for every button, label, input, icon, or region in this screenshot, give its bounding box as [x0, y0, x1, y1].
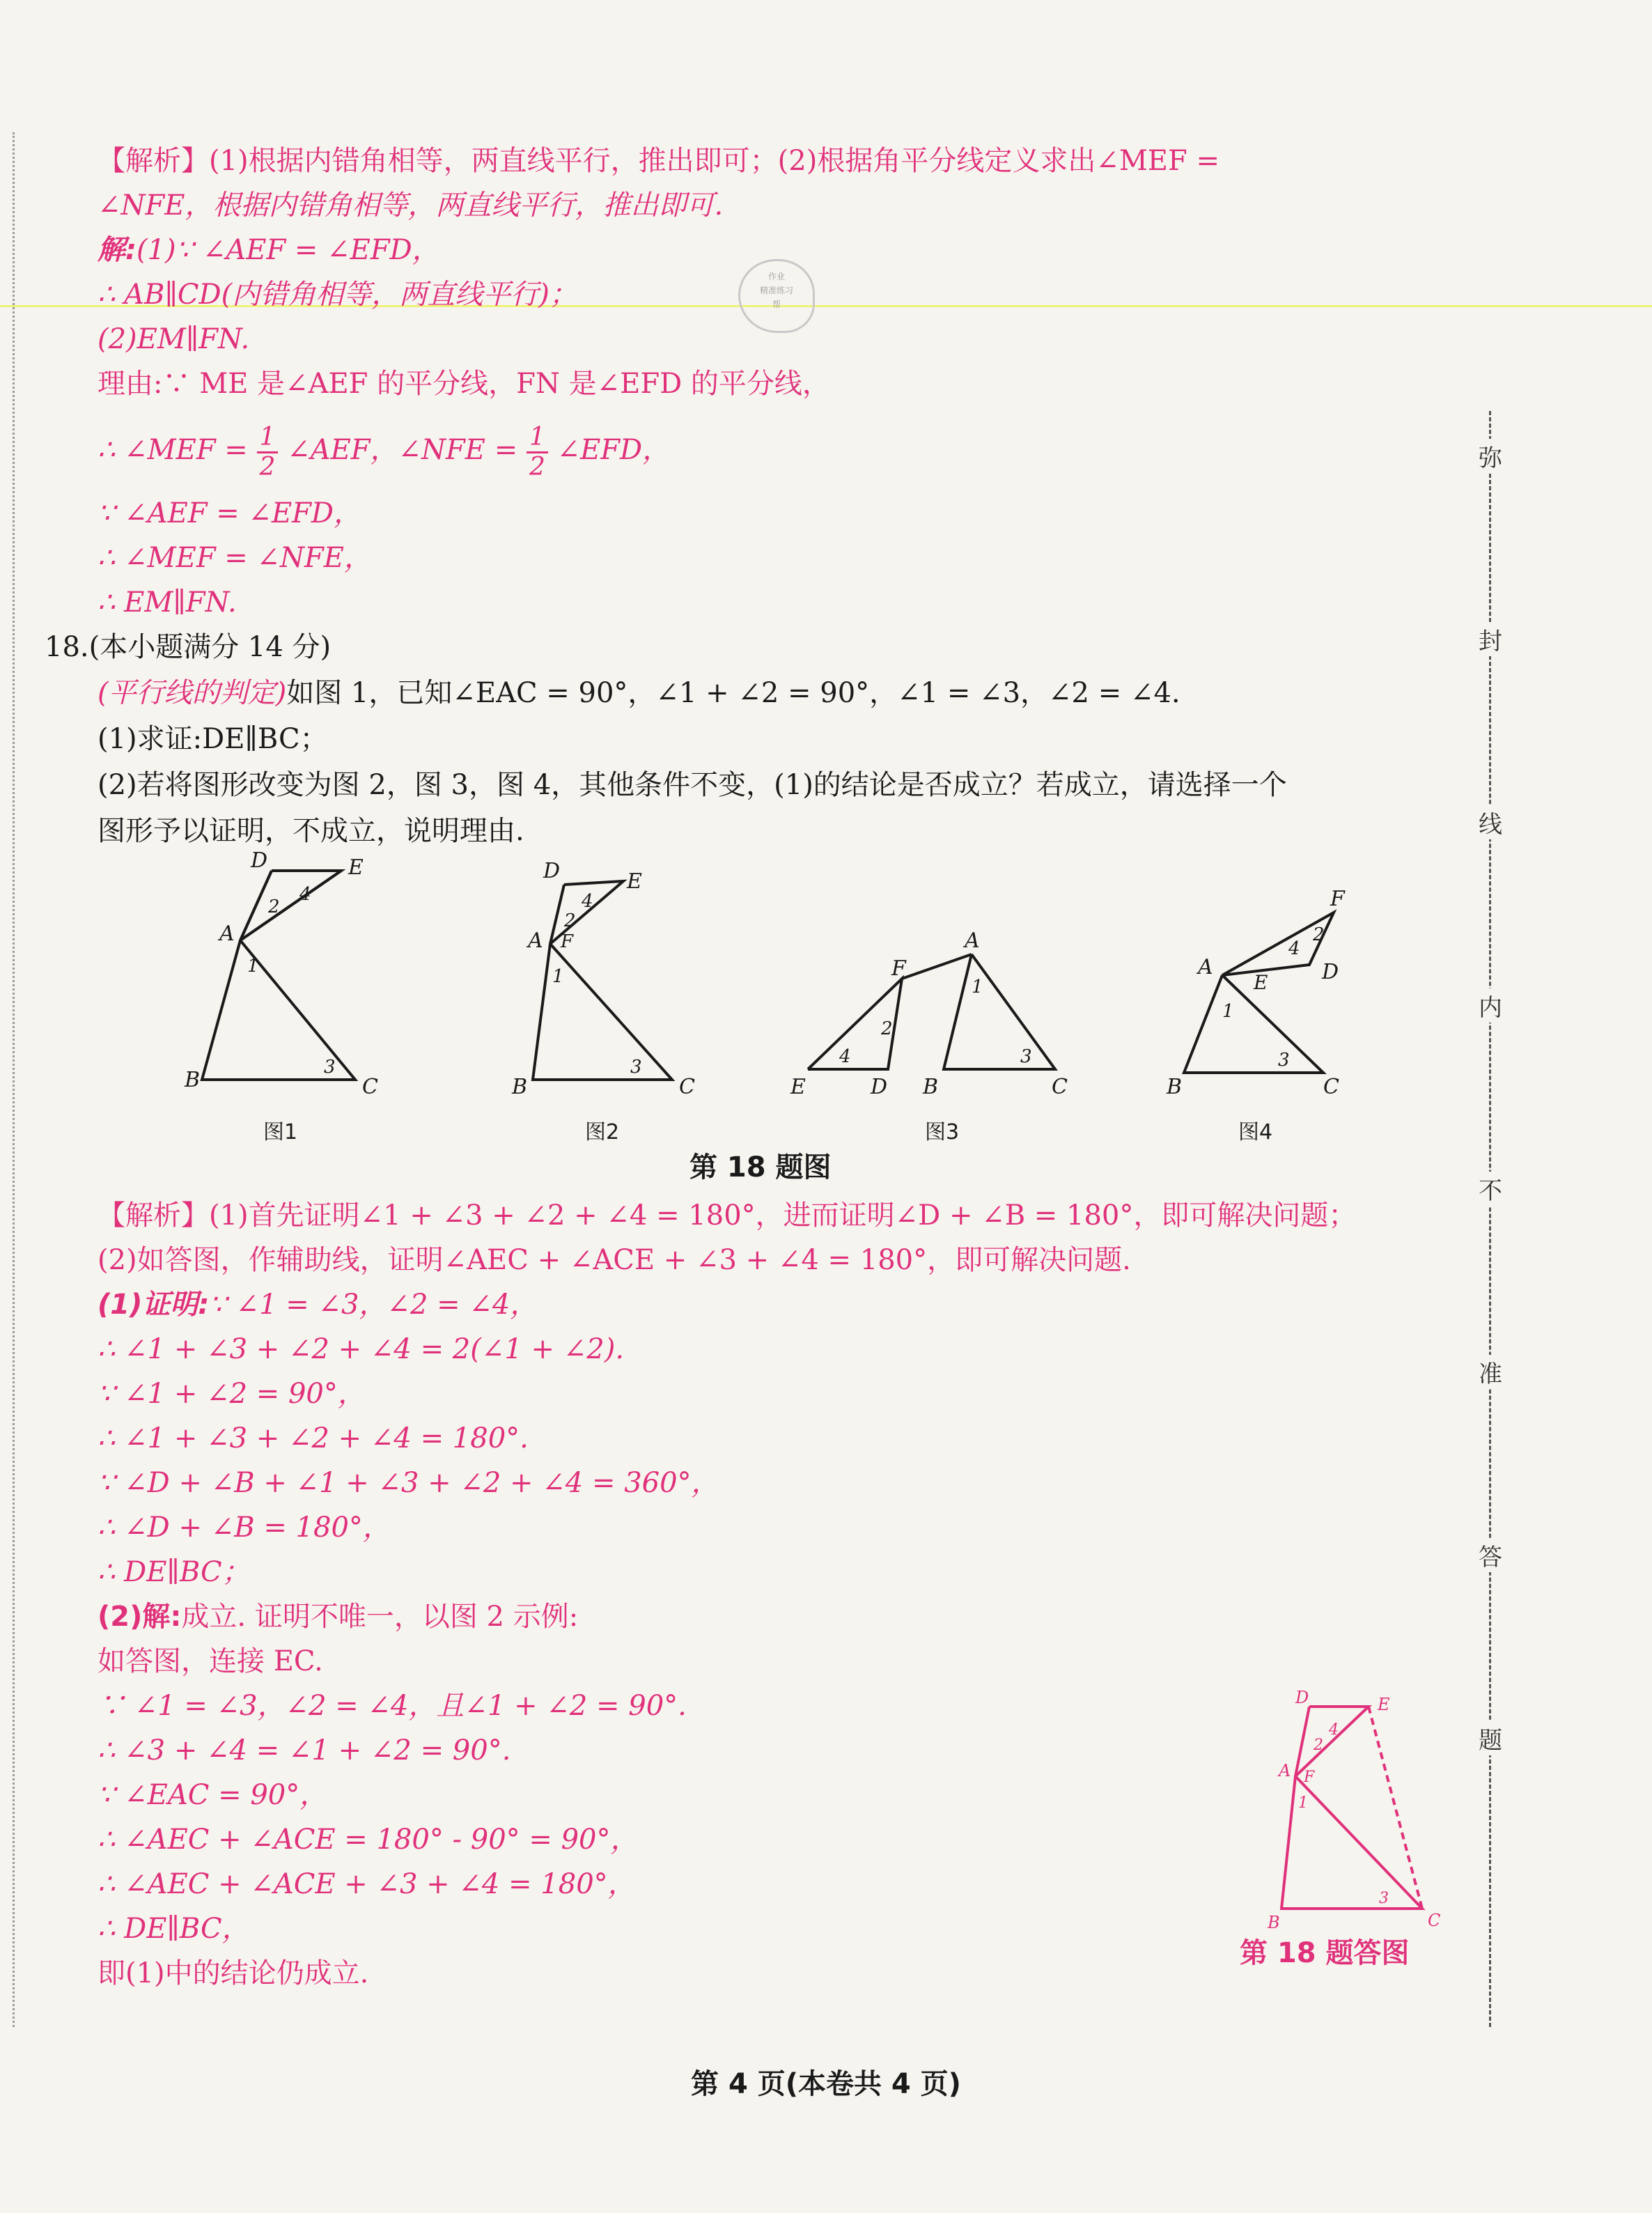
sol17-line: ∴ AB∥CD(内错角相等，两直线平行)；: [98, 279, 577, 311]
svg-text:4: 4: [1288, 938, 1300, 959]
svg-text:4: 4: [582, 891, 593, 912]
seal-char: 答: [1475, 1538, 1506, 1572]
sol18-line: [98, 1598, 578, 1636]
svg-text:C: C: [679, 1075, 695, 1099]
svg-text:A: A: [219, 922, 235, 946]
problem18-stem: [98, 674, 1180, 712]
sol17-line: ∵ ∠AEF = ∠EFD，: [98, 497, 362, 529]
stamp-text: 作业: [767, 272, 785, 281]
svg-text:1: 1: [247, 956, 259, 977]
sol17-line: ∴ EM∥FN.: [98, 587, 237, 619]
svg-text:F: F: [561, 931, 574, 952]
sol18-line: [98, 1286, 538, 1323]
sol18-line: ∴ ∠1 + ∠3 + ∠2 + ∠4 = 180°.: [98, 1422, 529, 1454]
sol18-line: ∵ ∠EAC = 90°，: [98, 1779, 328, 1811]
sol-text: ∴ ∠MEF =: [98, 434, 248, 466]
sol-text: ∵ ∠1 = ∠3，∠2 = ∠4，: [209, 1289, 538, 1321]
answer-figure-title: 第 18 题答图: [1240, 1937, 1410, 1969]
sol17-line: [98, 231, 440, 269]
sol-label: (2)解:: [98, 1601, 182, 1633]
stamp-text: 精准练习: [759, 286, 793, 295]
topic-tag: (平行线的判定): [98, 677, 287, 709]
svg-text:C: C: [1052, 1075, 1068, 1099]
svg-text:4: 4: [1329, 1721, 1339, 1739]
page-footer: 第 4 页(本卷共 4 页): [691, 2068, 961, 2100]
stamp-text: 帮: [772, 300, 781, 309]
svg-text:D: D: [251, 848, 268, 873]
svg-text:E: E: [1254, 971, 1268, 994]
figure-caption: 图2: [585, 1120, 620, 1144]
sol18-line: ∵ ∠1 = ∠3，∠2 = ∠4，且∠1 + ∠2 = 90°.: [98, 1690, 687, 1722]
svg-text:1: 1: [552, 966, 564, 987]
fraction: [257, 424, 279, 481]
svg-text:3: 3: [630, 1057, 642, 1078]
svg-text:3: 3: [1278, 1050, 1290, 1071]
fraction-num: 1: [257, 424, 279, 453]
sol18-line: ∴ ∠1 + ∠3 + ∠2 + ∠4 = 2(∠1 + ∠2).: [98, 1333, 625, 1365]
sol17-line: 理由:∵ ME 是∠AEF 的平分线，FN 是∠EFD 的平分线，: [98, 368, 830, 400]
sol17-line: ∠NFE，根据内错角相等，两直线平行，推出即可.: [98, 189, 724, 222]
sol17-line: 【解析】(1)根据内错角相等，两直线平行，推出即可；(2)根据角平分线定义求出∠MEF =: [98, 145, 1219, 177]
svg-text:C: C: [1428, 1911, 1441, 1930]
svg-text:D: D: [543, 859, 561, 883]
svg-text:C: C: [1323, 1075, 1339, 1099]
sol18-line: ∴ ∠3 + ∠4 = ∠1 + ∠2 = 90°.: [98, 1734, 511, 1766]
svg-text:D: D: [871, 1075, 888, 1099]
svg-text:A: A: [1198, 955, 1213, 979]
sol-text: 成立. 证明不唯一，以图 2 示例:: [181, 1601, 579, 1633]
fraction-num: 1: [527, 424, 548, 453]
svg-text:3: 3: [1020, 1046, 1032, 1067]
svg-text:B: B: [923, 1075, 939, 1099]
svg-text:A: A: [965, 929, 980, 953]
seal-char: 题: [1475, 1721, 1506, 1755]
svg-text:C: C: [362, 1075, 378, 1099]
sol17-line: (2)EM∥FN.: [98, 323, 250, 355]
svg-text:F: F: [891, 956, 906, 981]
sol17-fraction-line: [98, 415, 670, 485]
problem18-figures: [0, 843, 1652, 1135]
seal-char: 准: [1475, 1355, 1506, 1389]
fraction: [527, 424, 548, 481]
svg-text:2: 2: [1314, 1737, 1323, 1754]
stem-text: 如图 1，已知∠EAC = 90°，∠1 + ∠2 = 90°，∠1 = ∠3，∠2 = ∠4.: [286, 677, 1180, 709]
svg-text:2: 2: [268, 896, 280, 917]
svg-text:F: F: [1304, 1769, 1315, 1786]
svg-text:E: E: [627, 869, 642, 894]
seal-char: 不: [1475, 1172, 1506, 1206]
figure-caption: 图4: [1238, 1120, 1273, 1144]
sol18-line: ∴ ∠D + ∠B = 180°，: [98, 1512, 391, 1544]
figure-caption: 图3: [925, 1120, 960, 1144]
svg-text:2: 2: [881, 1018, 893, 1039]
seal-char: 内: [1475, 988, 1506, 1023]
svg-text:B: B: [512, 1075, 528, 1099]
problem18-q2: 图形予以证明，不成立，说明理由.: [98, 815, 524, 847]
sol18-line: ∴ ∠AEC + ∠ACE + ∠3 + ∠4 = 180°，: [98, 1868, 636, 1900]
seal-char: 弥: [1475, 439, 1506, 473]
sol18-line: ∴ ∠AEC + ∠ACE = 180° - 90° = 90°，: [98, 1824, 639, 1856]
sol18-line: ∴ DE∥BC，: [98, 1913, 250, 1945]
svg-text:D: D: [1295, 1688, 1309, 1707]
side-seal-text: [1475, 439, 1506, 1904]
fraction-den: 2: [529, 452, 545, 481]
problem18-q2: (2)若将图形改变为图 2，图 3，图 4，其他条件不变，(1)的结论是否成立？若成立，请选择一个: [98, 769, 1287, 801]
svg-text:F: F: [1330, 887, 1345, 911]
problem18-q1: (1)求证:DE∥BC；: [98, 723, 328, 755]
sol-text: (1)∵ ∠AEF = ∠EFD，: [137, 234, 440, 266]
answer-figure: [1240, 1686, 1449, 1936]
fraction-den: 2: [259, 452, 276, 481]
sol18-line: ∴ DE∥BC；: [98, 1556, 250, 1588]
sol17-line: ∴ ∠MEF = ∠NFE，: [98, 542, 373, 574]
svg-text:3: 3: [324, 1057, 336, 1078]
sol-label: (1)证明:: [98, 1289, 210, 1321]
sol18-line: (2)如答图，作辅助线，证明∠AEC + ∠ACE + ∠3 + ∠4 = 180°，即可解决问题.: [98, 1244, 1131, 1276]
svg-text:A: A: [528, 929, 543, 953]
sol-text: ∠EFD，: [556, 434, 671, 466]
svg-text:A: A: [1279, 1761, 1291, 1780]
svg-text:B: B: [1167, 1075, 1183, 1099]
seal-char: 线: [1475, 805, 1506, 839]
seal-char: 封: [1475, 622, 1506, 656]
svg-text:1: 1: [1298, 1794, 1308, 1812]
sol18-line: 即(1)中的结论仍成立.: [98, 1957, 369, 1989]
svg-text:4: 4: [839, 1046, 851, 1067]
watermark-stamp: [738, 259, 815, 333]
svg-text:E: E: [1378, 1695, 1390, 1714]
svg-text:4: 4: [299, 884, 311, 905]
svg-text:B: B: [1268, 1913, 1280, 1932]
svg-text:D: D: [1322, 960, 1339, 984]
svg-text:2: 2: [564, 910, 576, 931]
sol18-line: 如答图，连接 EC.: [98, 1645, 323, 1677]
svg-text:1: 1: [1222, 1001, 1234, 1022]
sol-label: 解:: [98, 234, 137, 266]
svg-text:E: E: [790, 1075, 806, 1099]
svg-text:B: B: [185, 1068, 201, 1092]
svg-text:E: E: [348, 855, 364, 880]
problem18-head: 18.(本小题满分 14 分): [45, 631, 332, 663]
svg-text:3: 3: [1379, 1890, 1389, 1907]
figure-caption: 图1: [263, 1120, 298, 1144]
figure-title: 第 18 题图: [689, 1151, 832, 1183]
svg-text:1: 1: [972, 977, 983, 997]
svg-text:2: 2: [1313, 924, 1325, 945]
sol18-line: ∵ ∠1 + ∠2 = 90°，: [98, 1378, 366, 1410]
sol18-line: 【解析】(1)首先证明∠1 + ∠3 + ∠2 + ∠4 = 180°，进而证明∠D + ∠B = 180°，即可解决问题；: [98, 1199, 1357, 1232]
sol18-line: ∵ ∠D + ∠B + ∠1 + ∠3 + ∠2 + ∠4 = 360°，: [98, 1467, 719, 1499]
sol-text: ∠AEF，∠NFE =: [287, 434, 518, 466]
